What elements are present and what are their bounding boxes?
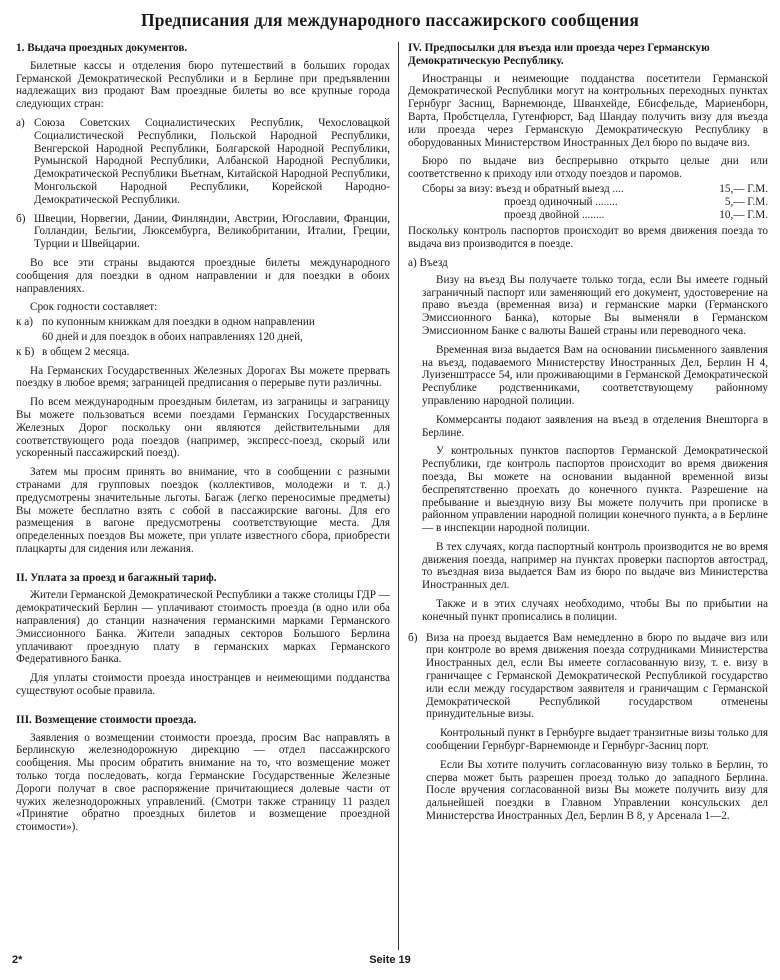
transit-paragraph-3: Если Вы хотите получить согласованную визу только в Берлин, то сперва может быть разрешен проезд только до западного Берлина. После вручения согласованной визы Вы можете получить визу для дальнейшей поездки в Главном Управлении консульских дел Министерства Иностранных Дел, Берлин В 8, у Арсенала 1—2. (426, 758, 768, 823)
entry-paragraph-4: У контрольных пунктов паспортов Германской Демократической Республики, где контроль паспортов происходит во время движения поезда, Вы можете на основании выданной временной визы беспрепятственно проехать до конечного пункта. Разрешение на пребывание и выездную визу Вы можете получить при прописке в районном управлении народной полиции конечного пункта, а в Берлине — в инспекции народной полиции. (422, 445, 768, 535)
section-2-paragraph-1: Жители Германской Демократической Республики а также столицы ГДР — демократический Берлин — уплачивают стоимость проезда (в одно или оба направления) до станции назначения германскими марками Германского Эмиссионного Банка. Жители западных секторов Большого Берлина уплачивают проездную плату в германских марках Германского Федеративного Банка. (16, 589, 390, 666)
section-1-paragraph-5: По всем международным проездным билетам, из заграницы и заграницу Вы можете пользоваться всеми поездами Германских Государственных Железных Дорог поскольку они являются действительными для соответствующего рода поездов (например, экспресс-поезд, скорый или ускоренный пассажирский поезд). (16, 396, 390, 460)
section-3-title: III. Возмещение стоимости проезда. (16, 713, 197, 726)
transit-paragraph-2: Контрольный пункт в Гернбурге выдает транзитные визы только для сообщении Гернбург-Варнемюнде и Гернбург-Засниц порт. (426, 727, 768, 753)
section-1-title: 1. Выдача проездных документов. (16, 42, 188, 54)
country-list-a (16, 117, 390, 207)
visa-fee-row (408, 183, 768, 196)
page-title: Предписания для международного пассажирского сообщения (140, 10, 640, 30)
entry-paragraph-3: Коммерсанты подают заявления на въезд в отделения Внешторга в Берлине. (422, 413, 768, 439)
validity-label-a: к а) (16, 316, 33, 329)
entry-paragraph-2: Временная виза выдается Вам на основании письменного заявления на въезд, подаваемого Министерству Иностранных Дел, Берлин Н 4, Луизенштрассе 54, или проживающими в Германской Демократической Республике родственниками, соответствующему районному управлению народной полиции. (422, 343, 768, 407)
section-3-paragraph-1: Заявления о возмещении стоимости проезда, просим Вас направлять в Берлинскую железнодорожную дирекцию — отдел пассажирского сообщения. Мы просим обратить внимание на то, что возмещение может только тогда последовать, когда Германские Государственные Железные Дороги получат в свое распоряжение причитающиеся долевые части от чужих железнодорожных управлений. (Смотри также страницу 11 раздел «Принятие обратно проездных билетов и возмещение проездной стоимости»). (16, 731, 390, 834)
transit-label: б) (408, 631, 418, 644)
entry-paragraph-6: Также и в этих случаях необходимо, чтобы Вы по прибытии на конечный пункт прописались в полиции. (422, 598, 768, 623)
validity-item-a (16, 316, 390, 329)
page-footer (12, 954, 768, 970)
visa-fee-value: 5,— Г.М. (724, 195, 768, 208)
visa-fee-value: 15,— Г.М. (719, 182, 768, 195)
transit-paragraph-1: Виза на проезд выдается Вам немедленно в бюро по выдаче виз или при контроле во время движения поезда сотрудниками Министерства Иностранных дел, если Вы имеете согласованную визу, т. е. визу в граничащее с Германской Демократической Республикой государство или если между государством заявителя и граничащим с Германской Демократической Республикой государством отменены принудительные визы. (426, 631, 768, 721)
section-1-paragraph-6: Затем мы просим принять во внимание, что в сообщении с разными странами для групповых поездок (коллективов, молодежи и т. д.) предусмотрены значительные льготы. Багаж (легко переносимые предметы) Вы можете бесплатно взять с собой в пассажирские вагоны. Для его размещения в вагоне предусмотрены соответствующие места. Для определенных поездов Вы можете, при уплате известного сбора, приобрести плацкарты для сидения или лежания. (16, 466, 390, 555)
visa-fee-label: Сборы за визу: въезд и обратный выезд .... (422, 182, 624, 195)
country-list-b-text: Швеции, Норвегии, Дании, Финляндии, Австрии, Югославии, Франции, Голландии, Бельгии, Люксембурга, Великобритании, Италии, Греции, Турции и Швейцарии. (34, 212, 390, 251)
section-1-intro: Билетные кассы и отделения бюро путешествий в больших городах Германской Демократической Республики и в Берлине при предъявлении надлежащих виз продают Вам проездные билеты во все крупные города следующих стран: (16, 59, 390, 111)
validity-text-a-continued: 60 дней и для поездок в обоих направлениях 120 дней, (42, 330, 303, 343)
entry-paragraph-1: Визу на въезд Вы получаете только тогда, если Вы имеете годный заграничный паспорт или заменяющий его документ, удостоверение на право въезда (временная виза) и германские марки (Германского Эмиссионного Банка), которые Вы выменяли в Германском Эмиссионном Банке с валюты Вашей страны или переводного чека. (422, 273, 768, 337)
visa-fee-value: 10,— Г.М. (719, 208, 768, 221)
visa-fee-row (408, 196, 768, 209)
validity-item-b (16, 346, 390, 359)
validity-label-b: к Б) (16, 345, 35, 358)
entry-paragraph-5: В тех случаях, когда паспортный контроль производится не во время движения поезда, например на пунктах проверки паспортов автострад, то въездная виза выдается Вам из бюро по выдаче виз Министерства Иностранных дел. (422, 540, 768, 592)
section-1-paragraph-2: Во все эти страны выдаются проездные билеты международного сообщения для поездки в одном направлении и для поездки в обоих направлениях. (16, 256, 390, 295)
column-divider (398, 42, 399, 950)
transit-subsection (408, 632, 768, 829)
country-list-b (16, 213, 390, 251)
section-4-paragraph-2: Бюро по выдаче виз беспрерывно открыто целые дни или соответственно к приходу или отходу поездов и паромов. (408, 155, 768, 181)
validity-text-b: в общем 2 месяца. (42, 345, 130, 358)
validity-heading: Срок годности составляет: (30, 301, 158, 314)
visa-fee-row (408, 209, 768, 222)
visa-fee-label: проезд двойной ........ (504, 208, 605, 221)
left-column (16, 42, 390, 950)
section-4-paragraph-1: Иностранцы и неимеющие подданства посетители Германской Демократической Республики могут на контрольных переходных пунктах Гернбург Засниц, Варнемюнде, Шванхейде, Ебисфельде, Мариенборн, Варта, Пробстцелла, Гутенфюрст, Бад Шандау получить визу для въезда или проезда через Германскую Демократическую Республику в оборудованных Министерством Иностранных Дел бюро по выдаче виз. (408, 72, 768, 149)
section-1-paragraph-4: На Германских Государственных Железных Дорогах Вы можете прервать поездку в любое время; заграницей предписания о перерыве пути различны. (16, 364, 390, 390)
entry-subsection-title: а) Въезд (408, 256, 448, 269)
entry-subsection (408, 274, 768, 624)
section-4-title: IV. Предпосылки для въезда или проезда через Германскую Демократическую Республику. (408, 42, 710, 67)
right-column (408, 42, 768, 950)
list-label-a: а) (16, 116, 25, 129)
section-2-title: II. Уплата за проезд и багажный тариф. (16, 571, 217, 584)
country-list-a-text: Союза Советских Социалистических Республик, Чехословацкой Социалистической Республики, Польской Народной Республики, Венгерской Народной Республики, Болгарской Народной Республики, Румынской Народной Республики, Албанской Народной Республики, Демократической Республики Вьетнам, Китайской Народной Республики, Монгольской Народной Республики, Корейской Народно-Демократической Республики. (34, 116, 390, 206)
validity-text-a: по купонным книжкам для поездки в одном направлении (42, 316, 315, 329)
signature-mark: 2* (12, 954, 23, 966)
visa-fee-label: проезд одиночный ........ (504, 195, 618, 208)
section-4-paragraph-3: Поскольку контроль паспортов происходит во время движения поезда то выдача виз производится в поезде. (408, 225, 768, 251)
two-column-body (12, 42, 770, 950)
list-label-b: б) (16, 212, 26, 225)
page-number: Seite 19 (369, 954, 411, 966)
section-2-paragraph-2: Для уплаты стоимости проезда иностранцев и неимеющими подданства существуют особые правила. (16, 672, 390, 698)
